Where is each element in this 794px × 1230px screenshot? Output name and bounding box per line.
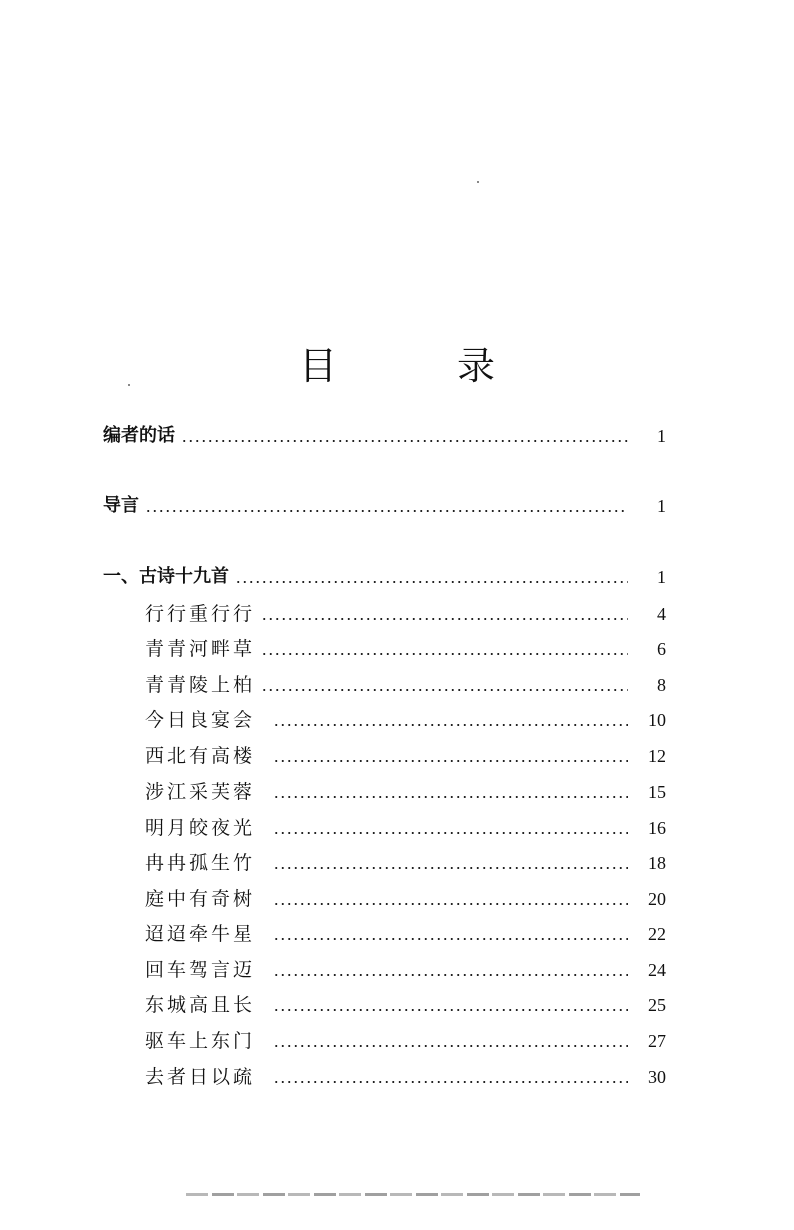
toc-label: 驱车上东门 xyxy=(145,1030,256,1052)
dot-leader xyxy=(273,760,628,762)
dot-leader xyxy=(261,689,628,691)
toc-label: 去者日以疏 xyxy=(145,1066,256,1088)
toc-page-number: 8 xyxy=(657,675,666,695)
toc-label: 一、古诗十九首 xyxy=(103,566,229,587)
toc-entry-chapter-one[interactable] xyxy=(0,559,794,589)
toc-page-number: 27 xyxy=(648,1031,666,1051)
toc-entry-poem[interactable] xyxy=(0,881,794,911)
toc-entry-poem[interactable] xyxy=(0,596,794,626)
toc-page-number: 18 xyxy=(648,853,666,873)
dot-leader xyxy=(273,1081,628,1083)
toc-entry-poem[interactable] xyxy=(0,916,794,946)
toc-entry-editors-note[interactable] xyxy=(0,418,794,448)
dot-leader xyxy=(181,440,628,442)
dot-leader xyxy=(273,832,628,834)
dot-leader xyxy=(273,938,628,940)
toc-entry-poem[interactable] xyxy=(0,631,794,661)
dot-leader xyxy=(261,653,628,655)
toc-label: 迢迢牵牛星 xyxy=(145,923,256,945)
toc-page-number: 6 xyxy=(657,639,666,659)
toc-page-number: 24 xyxy=(648,960,666,980)
toc-entry-poem[interactable] xyxy=(0,987,794,1017)
toc-page-number: 15 xyxy=(648,782,666,802)
toc-entry-poem[interactable] xyxy=(0,952,794,982)
dot-leader xyxy=(273,1045,628,1047)
toc-label: 明月皎夜光 xyxy=(145,817,256,839)
toc-label: 庭中有奇树 xyxy=(145,888,256,910)
toc-label: 行行重行行 xyxy=(145,603,256,625)
toc-label: 青青陵上柏 xyxy=(145,674,256,696)
toc-label: 东城高且长 xyxy=(145,994,256,1016)
toc-page-number: 1 xyxy=(657,567,666,587)
toc-page-number: 16 xyxy=(648,818,666,838)
toc-entry-poem[interactable] xyxy=(0,702,794,732)
toc-page-number: 30 xyxy=(648,1067,666,1087)
page-title: 目 录 xyxy=(298,344,550,388)
dot-leader xyxy=(273,867,628,869)
dot-leader xyxy=(145,510,628,512)
dot-leader xyxy=(235,581,628,583)
dot-leader xyxy=(273,974,628,976)
toc-label: 冉冉孤生竹 xyxy=(145,852,256,874)
toc-label: 回车驾言迈 xyxy=(145,959,256,981)
toc-entry-poem[interactable] xyxy=(0,810,794,840)
toc-entry-poem[interactable] xyxy=(0,667,794,697)
toc-label: 涉江采芙蓉 xyxy=(145,781,256,803)
toc-entry-poem[interactable] xyxy=(0,845,794,875)
toc-page-number: 1 xyxy=(657,496,666,516)
toc-label: 导言 xyxy=(103,495,139,516)
dot-leader xyxy=(273,724,628,726)
toc-page-number: 10 xyxy=(648,710,666,730)
toc-label: 编者的话 xyxy=(103,425,175,446)
bottom-scan-line xyxy=(186,1193,640,1196)
toc-entry-introduction[interactable] xyxy=(0,488,794,518)
toc-page-number: 25 xyxy=(648,995,666,1015)
dot-leader xyxy=(261,618,628,620)
toc-label: 今日良宴会 xyxy=(145,709,256,731)
scan-speck xyxy=(477,181,479,183)
toc-entry-poem[interactable] xyxy=(0,1023,794,1053)
toc-page-number: 1 xyxy=(657,426,666,446)
toc-label: 青青河畔草 xyxy=(145,638,256,660)
toc-entry-poem[interactable] xyxy=(0,1059,794,1089)
dot-leader xyxy=(273,1009,628,1011)
toc-page-number: 22 xyxy=(648,924,666,944)
toc-page-number: 12 xyxy=(648,746,666,766)
toc-entry-poem[interactable] xyxy=(0,738,794,768)
dot-leader xyxy=(273,903,628,905)
toc-page-number: 4 xyxy=(657,604,666,624)
toc-label: 西北有高楼 xyxy=(145,745,256,767)
dot-leader xyxy=(273,796,628,798)
toc-page-number: 20 xyxy=(648,889,666,909)
toc-entry-poem[interactable] xyxy=(0,774,794,804)
